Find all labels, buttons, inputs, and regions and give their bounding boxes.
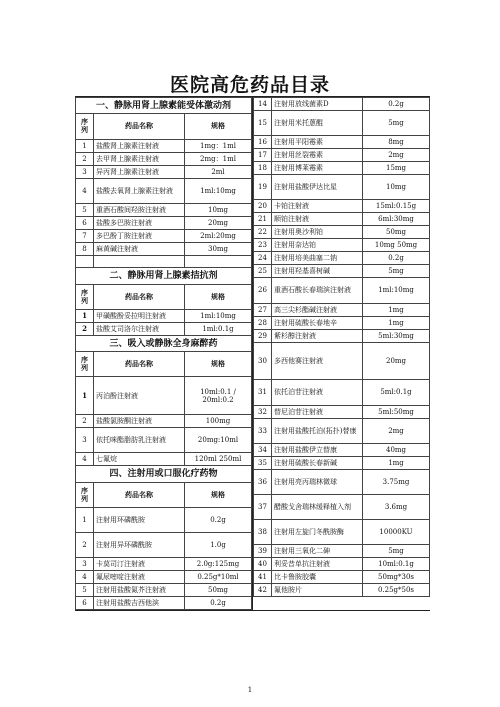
table-row (76, 165, 252, 178)
row-number: 26 (254, 278, 272, 303)
drug-name: 甲磺酸酚妥拉明注射液 (94, 309, 185, 322)
drug-name: 注射用平阳霉素 (272, 136, 363, 149)
row-number: 40 (254, 558, 272, 571)
row-number: 33 (254, 418, 272, 443)
drug-name: 重酒石酸间羟胺注射液 (94, 203, 185, 216)
drug-spec: 5ml:30mg (363, 329, 430, 342)
row-number: 36 (254, 469, 272, 494)
drug-spec: 10mg (363, 175, 430, 200)
drug-spec: 2mg (363, 418, 430, 443)
table-row (254, 200, 430, 213)
drug-spec: 10ml:0.1 / 20ml:0.2 (185, 377, 252, 415)
row-number: 4 (76, 571, 94, 584)
drug-spec: 5mg (363, 111, 430, 136)
page-number: 1 (247, 686, 253, 694)
row-number: 15 (254, 111, 272, 136)
row-number: 22 (254, 226, 272, 239)
drug-spec: 5ml:50mg (363, 405, 430, 418)
table-row (76, 415, 252, 428)
drug-name: 重酒石酸长春瑞滨注射液 (272, 278, 363, 303)
table-row (76, 216, 252, 229)
table-row (76, 322, 252, 335)
table-row (254, 520, 430, 545)
table-row (254, 571, 430, 584)
drug-name: 氟尿嘧啶注射液 (94, 571, 185, 584)
drug-spec: 15mg (363, 162, 430, 175)
drug-spec: 30mg (185, 242, 252, 255)
column-header-no: 序列 (76, 284, 94, 309)
row-number (76, 255, 94, 268)
column-header-row (76, 352, 252, 377)
left-column (75, 97, 253, 610)
table-row (76, 597, 252, 610)
drug-name: 注射用培美曲塞二钠 (272, 252, 363, 265)
right-column (253, 97, 430, 610)
table-row (254, 239, 430, 252)
drug-spec: 2ml:20mg (185, 229, 252, 242)
row-number: 32 (254, 405, 272, 418)
row-number: 24 (254, 252, 272, 265)
drug-spec: 8mg (363, 136, 430, 149)
table-row (254, 380, 430, 405)
drug-spec: 10mg 50mg (363, 239, 430, 252)
drug-spec: 3.75mg (363, 469, 430, 494)
table-row (76, 255, 252, 268)
row-number: 3 (76, 428, 94, 453)
drug-spec: 1mg (363, 316, 430, 329)
table-row (76, 377, 252, 415)
row-number: 7 (76, 229, 94, 242)
drug-name (94, 255, 185, 268)
row-number: 1 (76, 377, 94, 415)
drug-name: 利妥昔单抗注射液 (272, 558, 363, 571)
drug-name: 七氟烷 (94, 453, 185, 466)
row-number: 35 (254, 456, 272, 469)
column-header-no: 序列 (76, 482, 94, 507)
drug-spec: 5mg (363, 545, 430, 558)
drug-name: 依托泊苷注射液 (272, 380, 363, 405)
drug-spec: 40mg (363, 443, 430, 456)
column-header-name: 药品名称 (94, 352, 185, 377)
drug-spec: 2ml (185, 165, 252, 178)
row-number: 6 (76, 216, 94, 229)
column-header-row (76, 284, 252, 309)
drug-name: 卡铂注射液 (272, 200, 363, 213)
drug-name: 盐酸肾上腺素注射液 (94, 139, 185, 152)
table-row (254, 278, 430, 303)
drug-spec: 5mg (363, 265, 430, 278)
table-row (76, 571, 252, 584)
drug-name: 多西他赛注射液 (272, 342, 363, 380)
drug-spec: 1.0g (185, 533, 252, 558)
drug-name: 注射用硫酸长春地辛 (272, 316, 363, 329)
row-number: 17 (254, 149, 272, 162)
drug-name: 注射用羟基喜树碱 (272, 265, 363, 278)
table-row (254, 226, 430, 239)
drug-name: 注射用异环磷酰胺 (94, 533, 185, 558)
row-number: 41 (254, 571, 272, 584)
row-number: 3 (76, 558, 94, 571)
table-row (254, 252, 430, 265)
row-number: 5 (76, 584, 94, 597)
row-number: 8 (76, 242, 94, 255)
section-heading-row (76, 268, 252, 284)
drug-spec: 10mg (185, 203, 252, 216)
drug-spec: 50mg (185, 584, 252, 597)
drug-name: 盐酸氯胺酮注射液 (94, 415, 185, 428)
right-table (253, 97, 430, 597)
table-row (254, 443, 430, 456)
drug-name: 紫杉醇注射液 (272, 329, 363, 342)
drug-name: 盐酸多巴胺注射液 (94, 216, 185, 229)
drug-spec: 2.0g:125mg (185, 558, 252, 571)
section-heading: 一、静脉用肾上腺素能受体激动剂 (76, 98, 252, 114)
drug-name: 注射用丝裂霉素 (272, 149, 363, 162)
table-row (76, 309, 252, 322)
table-row (76, 508, 252, 533)
table-row (254, 329, 430, 342)
table-row (254, 316, 430, 329)
drug-name: 注射用亮丙瑞林微球 (272, 469, 363, 494)
table-row (254, 111, 430, 136)
table-row (254, 584, 430, 597)
drug-list-sheet (75, 96, 430, 611)
row-number: 39 (254, 545, 272, 558)
drug-name: 注射用盐酸吉西他滨 (94, 597, 185, 610)
table-row (76, 558, 252, 571)
row-number: 29 (254, 329, 272, 342)
section-heading: 二、静脉用肾上腺素拮抗剂 (76, 268, 252, 284)
drug-name: 替尼泊苷注射液 (272, 405, 363, 418)
column-header-spec: 规格 (185, 284, 252, 309)
drug-name: 顺铂注射液 (272, 213, 363, 226)
table-row (76, 428, 252, 453)
row-number: 34 (254, 443, 272, 456)
drug-spec: 10ml:0.1g (363, 558, 430, 571)
drug-name: 依托咪酯脂肪乳注射液 (94, 428, 185, 453)
drug-name: 丙泊酚注射液 (94, 377, 185, 415)
row-number: 6 (76, 597, 94, 610)
drug-spec: 0.2g (185, 597, 252, 610)
drug-name: 注射用放线菌素D (272, 98, 363, 111)
drug-spec: 2mg：1ml (185, 152, 252, 165)
drug-spec: 1mg：1ml (185, 139, 252, 152)
drug-name: 注射用博莱霉素 (272, 162, 363, 175)
drug-spec: 6ml:30mg (363, 213, 430, 226)
table-row (254, 342, 430, 380)
drug-spec: 10000KU (363, 520, 430, 545)
row-number: 4 (76, 178, 94, 203)
row-number: 4 (76, 453, 94, 466)
drug-spec: 0.2g (185, 508, 252, 533)
drug-name: 盐酸艾司洛尔注射液 (94, 322, 185, 335)
drug-name: 卡莫司汀注射液 (94, 558, 185, 571)
table-row (76, 178, 252, 203)
row-number: 31 (254, 380, 272, 405)
row-number: 14 (254, 98, 272, 111)
drug-spec: 50mg (363, 226, 430, 239)
row-number: 1 (76, 309, 94, 322)
drug-spec: 1ml:0.1g (185, 322, 252, 335)
row-number: 16 (254, 136, 272, 149)
row-number: 2 (76, 415, 94, 428)
drug-name: 注射用盐酸氮芥注射液 (94, 584, 185, 597)
drug-spec: 20mg:10ml (185, 428, 252, 453)
column-header-name: 药品名称 (94, 482, 185, 507)
drug-name: 注射用盐酸伊立替康 (272, 443, 363, 456)
row-number: 30 (254, 342, 272, 380)
row-number: 20 (254, 200, 272, 213)
drug-spec: 20mg (185, 216, 252, 229)
column-header-spec: 规格 (185, 114, 252, 139)
drug-name: 注射用硫酸长春新碱 (272, 456, 363, 469)
drug-name: 醋酸戈舍瑞林缓释植入剂 (272, 494, 363, 519)
table-row (254, 98, 430, 111)
section-heading-row (76, 335, 252, 351)
table-row (254, 213, 430, 226)
drug-spec: 0.2g (363, 252, 430, 265)
drug-name: 异丙肾上腺素注射液 (94, 165, 185, 178)
row-number: 18 (254, 162, 272, 175)
drug-name: 高三尖杉酯碱注射液 (272, 303, 363, 316)
column-header-spec: 规格 (185, 482, 252, 507)
column-header-row (76, 482, 252, 507)
table-row (76, 152, 252, 165)
column-header-no: 序列 (76, 352, 94, 377)
table-row (254, 175, 430, 200)
left-table (75, 97, 252, 610)
drug-spec: 100mg (185, 415, 252, 428)
drug-name: 注射用盐酸伊达比星 (272, 175, 363, 200)
row-number: 23 (254, 239, 272, 252)
row-number: 2 (76, 152, 94, 165)
column-header-row (76, 114, 252, 139)
section-heading-row (76, 98, 252, 114)
column-header-name: 药品名称 (94, 284, 185, 309)
drug-name: 注射用米托蒽醌 (272, 111, 363, 136)
table-row (254, 558, 430, 571)
table-row (254, 418, 430, 443)
drug-spec: 50mg*30s (363, 571, 430, 584)
drug-spec: 1mg (363, 303, 430, 316)
drug-spec: 1mg (363, 456, 430, 469)
drug-spec: 0.25g*10ml (185, 571, 252, 584)
row-number: 1 (76, 508, 94, 533)
drug-name: 多巴酚丁胺注射液 (94, 229, 185, 242)
column-header-no: 序列 (76, 114, 94, 139)
drug-spec: 15ml:0.15g (363, 200, 430, 213)
drug-spec: 20mg (363, 342, 430, 380)
row-number: 2 (76, 533, 94, 558)
table-row (254, 162, 430, 175)
table-row (254, 136, 430, 149)
drug-name: 去甲肾上腺素注射液 (94, 152, 185, 165)
row-number: 28 (254, 316, 272, 329)
row-number: 38 (254, 520, 272, 545)
table-row (76, 584, 252, 597)
section-heading-row (76, 466, 252, 482)
table-row (76, 229, 252, 242)
drug-spec: 1ml:10mg (185, 178, 252, 203)
section-heading: 四、注射用或口服化疗药物 (76, 466, 252, 482)
row-number: 21 (254, 213, 272, 226)
table-row (254, 405, 430, 418)
table-row (254, 494, 430, 519)
drug-name: 注射用左旋门冬酰胺酶 (272, 520, 363, 545)
drug-name: 麻黄碱注射液 (94, 242, 185, 255)
row-number: 3 (76, 165, 94, 178)
drug-spec: 2mg (363, 149, 430, 162)
table-row (254, 303, 430, 316)
drug-spec: 1ml:10mg (185, 309, 252, 322)
table-row (254, 265, 430, 278)
drug-spec (185, 255, 252, 268)
drug-name: 氟他胺片 (272, 584, 363, 597)
drug-name: 盐酸去氧肾上腺素注射液 (94, 178, 185, 203)
row-number: 1 (76, 139, 94, 152)
table-row (76, 203, 252, 216)
drug-name: 比卡鲁胺胶囊 (272, 571, 363, 584)
row-number: 37 (254, 494, 272, 519)
row-number: 42 (254, 584, 272, 597)
row-number: 25 (254, 265, 272, 278)
drug-spec: 120ml 250ml (185, 453, 252, 466)
column-header-spec: 规格 (185, 352, 252, 377)
table-row (254, 149, 430, 162)
table-row (254, 469, 430, 494)
row-number: 5 (76, 203, 94, 216)
drug-name: 注射用环磷酰胺 (94, 508, 185, 533)
drug-name: 注射用奥沙利铂 (272, 226, 363, 239)
row-number: 19 (254, 175, 272, 200)
table-row (76, 533, 252, 558)
row-number: 2 (76, 322, 94, 335)
table-row (254, 545, 430, 558)
drug-name: 注射用奈达铂 (272, 239, 363, 252)
drug-name: 注射用三氧化二砷 (272, 545, 363, 558)
section-heading: 三、吸入或静脉全身麻醉药 (76, 335, 252, 351)
page-title: 医院高危药品目录 (169, 74, 330, 96)
drug-spec: 5ml:0.1g (363, 380, 430, 405)
drug-spec: 0.25g*50s (363, 584, 430, 597)
drug-spec: 0.2g (363, 98, 430, 111)
column-header-name: 药品名称 (94, 114, 185, 139)
drug-spec: 3.6mg (363, 494, 430, 519)
table-row (76, 139, 252, 152)
table-row (76, 242, 252, 255)
table-row (76, 453, 252, 466)
table-row (254, 456, 430, 469)
drug-spec: 1ml:10mg (363, 278, 430, 303)
row-number: 27 (254, 303, 272, 316)
drug-name: 注射用盐酸托泊(拓扑)替康 (272, 418, 363, 443)
